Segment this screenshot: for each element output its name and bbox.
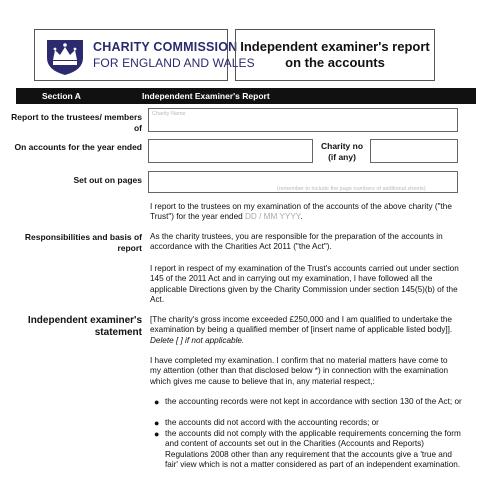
- date-placeholder: DD / MM YYYY: [245, 212, 301, 222]
- statement-note: Delete [ ] if not applicable.: [150, 335, 245, 345]
- form-title: Independent examiner's report on the accounts: [235, 29, 435, 81]
- charity-no-label: Charity no (if any): [320, 141, 364, 162]
- charity-name-field[interactable]: [148, 108, 458, 132]
- statement-text: [The charity's gross income exceeded £250,000 and I am qualified to undertake the examination by being a qualified member of [insert name of applicable listed body]].: [150, 315, 453, 335]
- bullet-text: the accounting records were not kept in accordance with section 130 of the Act; or: [165, 397, 462, 406]
- year-ended-field[interactable]: [148, 139, 313, 163]
- charity-no-field[interactable]: [370, 139, 458, 163]
- section-heading: Independent Examiner's Report: [142, 91, 270, 101]
- completed-paragraph: I have completed my examination. I confirm that no material matters have come to my attention (other than that disclosed below *) in connection with the examination which gives me cause to believe that in, any material respect,:: [150, 356, 449, 386]
- charity-name-placeholder: Charity Name: [152, 111, 186, 117]
- list-item: [154, 418, 465, 428]
- section-label: Section A: [42, 91, 81, 101]
- responsibilities-label: Responsibilities and basis of report: [24, 232, 142, 253]
- intro-text: I report to the trustees on my examination of the accounts of the above charity ("the Trust") for the year ended: [150, 202, 452, 222]
- bullet-text: the accounts did not accord with the accounting records; or: [165, 418, 379, 427]
- statement-paragraph: [150, 315, 460, 346]
- bullet-icon: ●: [154, 418, 160, 428]
- bullet-text: the accounts did not comply with the applicable requirements concerning the form and content of accounts set out in the Charities (Accounts and Reports) Regulations 2008 other than any requirement that the accounts give a 'true and fair' view which is not a matter considered as part of an independent examination.: [165, 429, 461, 469]
- intro-paragraph: I report to the trustees on my examination of the accounts of the above charity ("the Trust") for the year ended DD / MM YYYY.: [150, 202, 452, 222]
- report-respect-text: I report in respect of my examination of the Trust's accounts carried out under section 145 of the 2011 Act and in carrying out my examination, I have followed all the applicable Directions given by the Charity Commission under section 145(5)(b) of the Act.: [150, 264, 459, 304]
- bullet-icon: ●: [154, 429, 160, 439]
- crown-icon: [43, 36, 87, 76]
- org-name-line1: CHARITY COMMISSION: [93, 40, 238, 54]
- report-to-label: Report to the trustees/ members of: [11, 112, 142, 133]
- statement-label: Independent examiner's statement: [27, 315, 142, 338]
- set-out-pages-label: Set out on pages: [73, 175, 142, 185]
- accounts-year-label: On accounts for the year ended: [14, 142, 142, 152]
- section-bar: [16, 88, 476, 104]
- pages-hint: (remember to include the page numbers of additional sheets): [277, 186, 426, 192]
- bullet-icon: ●: [154, 397, 160, 407]
- org-name-line2: FOR ENGLAND AND WALES: [93, 56, 255, 70]
- pages-field[interactable]: [148, 171, 458, 193]
- list-item: [154, 429, 465, 470]
- responsibilities-text: As the charity trustees, you are responsible for the preparation of the accounts in accordance with the Charities Act 2011 ("the Act").: [150, 232, 443, 252]
- list-item: [154, 397, 465, 407]
- charity-commission-logo: [34, 29, 255, 81]
